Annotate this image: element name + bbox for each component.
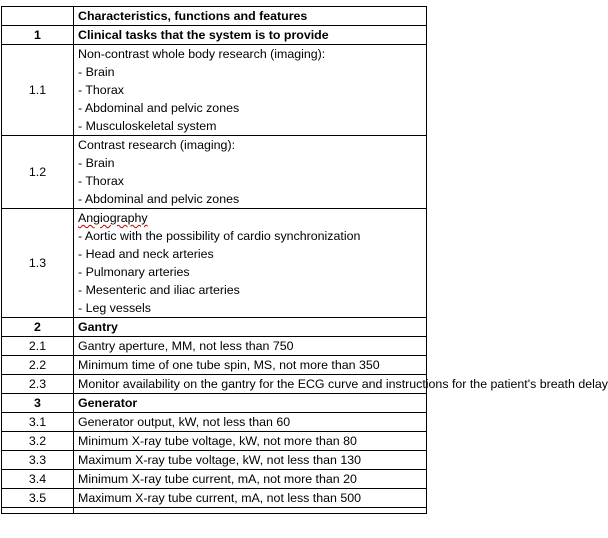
- row-text: Generator output, kW, not less than 60: [74, 413, 427, 432]
- row-text-empty: [74, 508, 427, 514]
- row-line: - Abdominal and pelvic zones: [78, 101, 240, 115]
- table-row-3-4: [2, 470, 427, 489]
- table-row-cut-off: [2, 508, 427, 514]
- row-text: Minimum X-ray tube voltage, kW, not more than 80: [74, 432, 427, 451]
- row-text: Minimum X-ray tube current, mA, not more than 20: [74, 470, 427, 489]
- section-number: 2: [2, 318, 74, 337]
- row-line: - Musculoskeletal system: [78, 119, 217, 133]
- row-line: - Thorax: [78, 174, 124, 188]
- section-title: Gantry: [74, 318, 427, 337]
- table-header-row: [2, 7, 427, 26]
- table-row-3-2: [2, 432, 427, 451]
- row-text: Monitor availability on the gantry for the ECG curve and instructions for the patient's breath delay: [74, 375, 427, 394]
- row-line: - Abdominal and pelvic zones: [78, 192, 240, 206]
- table-row-2-3: [2, 375, 427, 394]
- row-text: Gantry aperture, MM, not less than 750: [74, 337, 427, 356]
- row-number: 1.1: [2, 45, 74, 136]
- table-row-1-3: [2, 209, 427, 318]
- row-line: Contrast research (imaging):: [78, 138, 236, 152]
- section-row-clinical-tasks: [2, 26, 427, 45]
- row-text: [74, 209, 427, 318]
- section-row-generator: [2, 394, 427, 413]
- row-text: Maximum X-ray tube voltage, kW, not less than 130: [74, 451, 427, 470]
- row-number: 2.3: [2, 375, 74, 394]
- row-number: 3.1: [2, 413, 74, 432]
- row-line: - Brain: [78, 156, 115, 170]
- row-line: - Leg vessels: [78, 301, 152, 315]
- row-line: - Pulmonary arteries: [78, 265, 190, 279]
- table-row-3-5: [2, 489, 427, 508]
- table-row-3-1: [2, 413, 427, 432]
- row-line: - Thorax: [78, 83, 124, 97]
- row-line: [78, 209, 426, 227]
- row-number: 1.3: [2, 209, 74, 318]
- header-number-cell: [2, 7, 74, 26]
- table-row-3-3: [2, 451, 427, 470]
- row-text: Minimum time of one tube spin, MS, not more than 350: [74, 356, 427, 375]
- row-text: [74, 136, 427, 209]
- row-number: 3.5: [2, 489, 74, 508]
- row-line: Non-contrast whole body research (imaging):: [78, 47, 326, 61]
- row-line: - Brain: [78, 65, 115, 79]
- section-number: 1: [2, 26, 74, 45]
- row-text: Maximum X-ray tube current, mA, not less than 500: [74, 489, 427, 508]
- row-number-empty: [2, 508, 74, 514]
- row-text: [74, 45, 427, 136]
- row-number: 3.2: [2, 432, 74, 451]
- section-row-gantry: [2, 318, 427, 337]
- row-number: 3.3: [2, 451, 74, 470]
- section-number: 3: [2, 394, 74, 413]
- section-title: Clinical tasks that the system is to provide: [74, 26, 427, 45]
- row-line-text: Angiography: [78, 211, 148, 225]
- table-row-1-1: [2, 45, 427, 136]
- row-number: 3.4: [2, 470, 74, 489]
- row-line: - Aortic with the possibility of cardio synchronization: [78, 229, 361, 243]
- row-line: - Mesenteric and iliac arteries: [78, 283, 240, 297]
- table-row-2-1: [2, 337, 427, 356]
- table-row-1-2: [2, 136, 427, 209]
- table-row-2-2: [2, 356, 427, 375]
- header-title-cell: Characteristics, functions and features: [74, 7, 427, 26]
- specification-table: [1, 6, 608, 514]
- row-number: 2.1: [2, 337, 74, 356]
- row-number: 1.2: [2, 136, 74, 209]
- row-number: 2.2: [2, 356, 74, 375]
- section-title: Generator: [74, 394, 427, 413]
- row-line: - Head and neck arteries: [78, 247, 214, 261]
